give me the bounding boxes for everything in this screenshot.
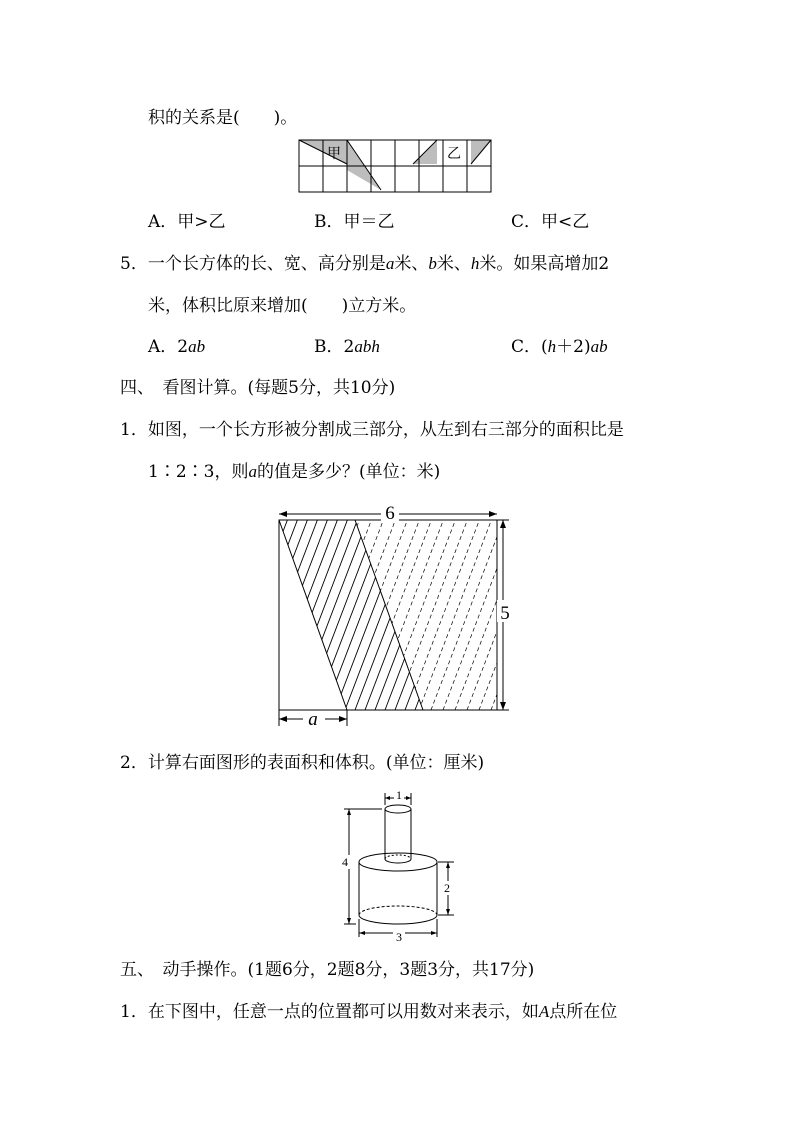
dim-top: 1 — [396, 788, 402, 802]
option-a: A．甲>乙 — [148, 212, 226, 232]
option-c: C．(h＋2)ab — [511, 337, 608, 357]
dim-right: 2 — [444, 881, 450, 895]
var-a: a — [248, 462, 257, 481]
question-number: 5． — [120, 254, 148, 274]
option-b: B．甲＝乙 — [314, 212, 395, 232]
grid-triangle-figure — [295, 140, 495, 196]
dim-top: 6 — [385, 503, 395, 524]
dim-bottom: 3 — [396, 930, 402, 944]
s4-question-1-line1: 1．如图，一个长方形被分割成三部分，从左到右三部分的面积比是 — [120, 420, 624, 440]
option-b: B．2abh — [314, 337, 380, 357]
question-text: 积的关系是( )。 — [148, 108, 298, 128]
s5-question-1: 1．在下图中，任意一点的位置都可以用数对来表示，如A点所在位 — [120, 1002, 618, 1022]
label-yi: 乙 — [447, 147, 461, 162]
var-a: a — [385, 254, 395, 273]
var-A: A — [538, 1002, 550, 1021]
var-b: b — [428, 254, 437, 273]
dim-right: 5 — [500, 603, 510, 624]
option-c: C．甲<乙 — [511, 212, 590, 232]
cylinder-figure — [330, 787, 470, 945]
label-jia: 甲 — [327, 147, 341, 162]
option-a: A．2ab — [148, 337, 206, 357]
var-h: h — [470, 254, 480, 273]
section-5-heading: 五、 动手操作。(1题6分，2题8分，3题3分，共17分) — [120, 960, 535, 980]
dim-left: 4 — [342, 855, 348, 869]
question-5-line1: 5．一个长方体的长、宽、高分别是a米、b米、h米。如果高增加2 — [120, 254, 610, 274]
s4-question-2: 2．计算右面图形的表面积和体积。(单位：厘米) — [120, 753, 485, 773]
question-5-line2: 米，体积比原来增加( )立方米。 — [148, 296, 417, 316]
rectangle-partition-figure — [275, 500, 520, 735]
s4-question-1-line2: 1∶2∶3，则a的值是多少？(单位：米) — [148, 462, 441, 482]
dim-bottom-a: a — [308, 709, 318, 730]
section-4-heading: 四、 看图计算。(每题5分，共10分) — [120, 378, 396, 398]
